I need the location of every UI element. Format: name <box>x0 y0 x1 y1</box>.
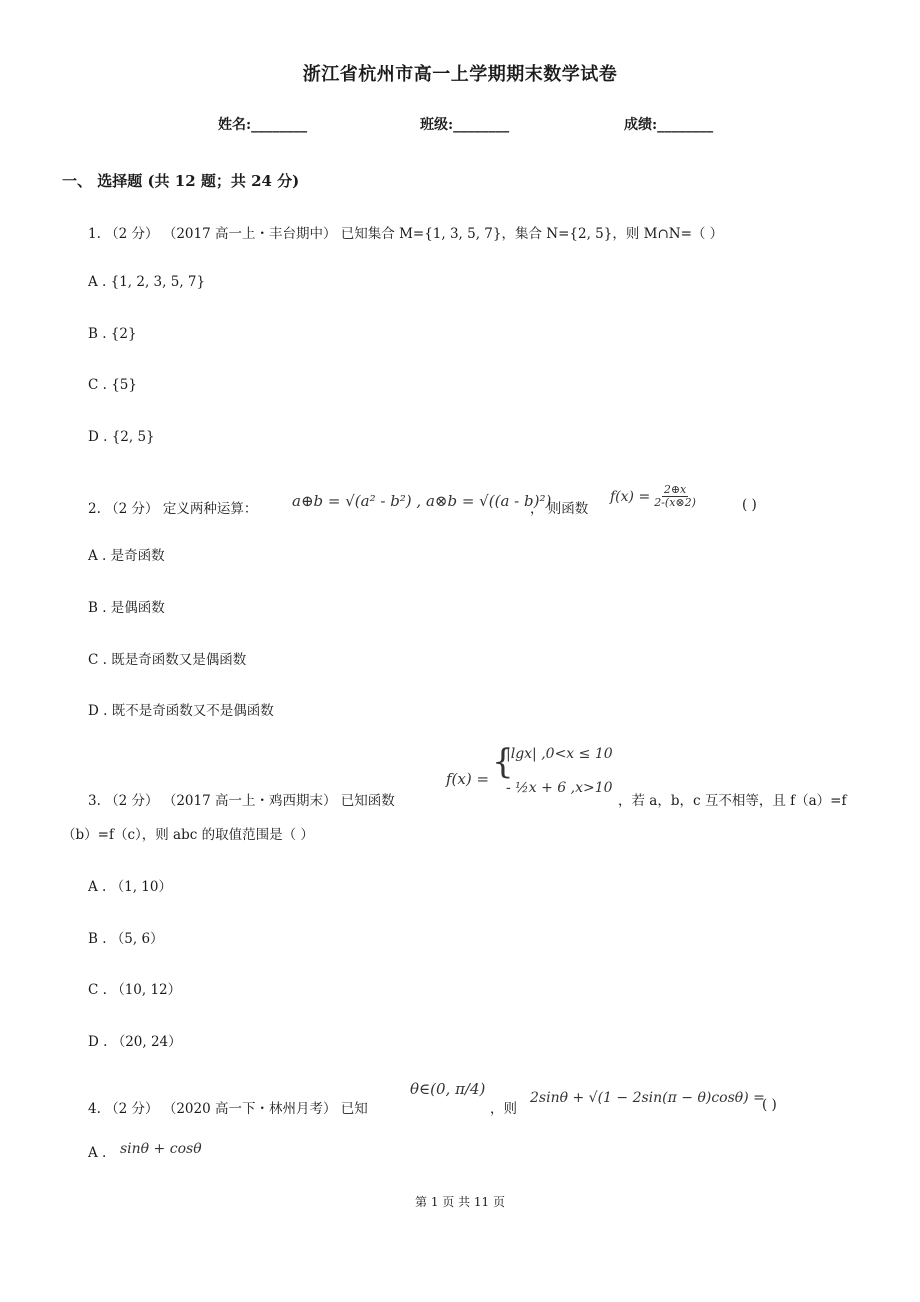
q1-option-a: A . {1, 2, 3, 5, 7} <box>88 274 206 290</box>
name-field: 姓名:________ <box>218 117 308 133</box>
section-heading: 一、 选择题 (共 12 题；共 24 分) <box>62 172 300 190</box>
q2-option-a: A . 是奇函数 <box>88 548 165 564</box>
q4-option-a-formula: sinθ + cosθ <box>120 1141 202 1157</box>
class-field: 班级:________ <box>420 117 510 133</box>
question-3-line-2: （b）=f（c），则 abc 的取值范围是（ ） <box>62 827 314 843</box>
q3-option-d: D . （20, 24） <box>88 1034 182 1050</box>
page-title: 浙江省杭州市高一上学期期末数学试卷 <box>302 64 618 85</box>
q4-option-a-label: A . <box>88 1145 107 1161</box>
q4-condition-formula: θ∈(0, π/4) <box>410 1080 486 1098</box>
q3-case-2: - ½x + 6 ,x>10 <box>506 780 613 796</box>
page-footer: 第 1 页 共 11 页 <box>415 1195 505 1209</box>
question-3-prefix: 3. （2 分） （2017 高一上・鸡西期末） 已知函数 <box>88 793 395 809</box>
q3-function-lhs: f(x) = <box>446 770 490 788</box>
q3-brace-icon: { <box>492 742 514 782</box>
q1-option-c: C . {5} <box>88 377 137 393</box>
q4-answer-paren: ( ) <box>762 1097 777 1113</box>
question-3-suffix: ，若 a，b，c 互不相等，且 f（a）=f <box>618 793 847 809</box>
question-2-prefix: 2. （2 分） 定义两种运算： <box>88 501 258 517</box>
q4-expression-formula: 2sinθ + √(1 − 2sin(π − θ)cosθ) = <box>530 1090 765 1106</box>
q2-option-d: D . 既不是奇函数又不是偶函数 <box>88 703 274 719</box>
q1-option-b: B . {2} <box>88 326 137 342</box>
q2-function-numerator: 2⊕x <box>663 483 687 496</box>
q3-case-1: |lgx| ,0<x ≤ 10 <box>506 746 613 762</box>
q3-option-a: A . （1, 10） <box>88 879 172 895</box>
q2-operations-formula: a⊕b = √(a² - b²) , a⊗b = √((a - b)²) <box>292 492 552 510</box>
q3-option-b: B . （5, 6） <box>88 931 164 947</box>
q4-mid-text: ，则 <box>490 1101 517 1117</box>
q3-option-c: C . （10, 12） <box>88 982 182 998</box>
score-field: 成绩:________ <box>624 117 714 133</box>
q2-function-lhs: f(x) = <box>610 488 651 505</box>
q2-option-b: B . 是偶函数 <box>88 600 165 616</box>
q2-function-formula <box>610 484 696 509</box>
q2-option-c: C . 既是奇函数又是偶函数 <box>88 652 247 668</box>
question-1: 1. （2 分） （2017 高一上・丰台期中） 已知集合 M={1, 3, 5, 7}，集合 N={2, 5}，则 M∩N=（ ） <box>88 226 724 242</box>
q2-function-denominator: 2-(x⊗2) <box>654 496 696 509</box>
q2-mid-text: ， 则函数 <box>530 501 589 517</box>
question-4-prefix: 4. （2 分） （2020 高一下・林州月考） 已知 <box>88 1101 368 1117</box>
q2-answer-paren: ( ) <box>742 497 757 513</box>
q1-option-d: D . {2, 5} <box>88 429 155 445</box>
